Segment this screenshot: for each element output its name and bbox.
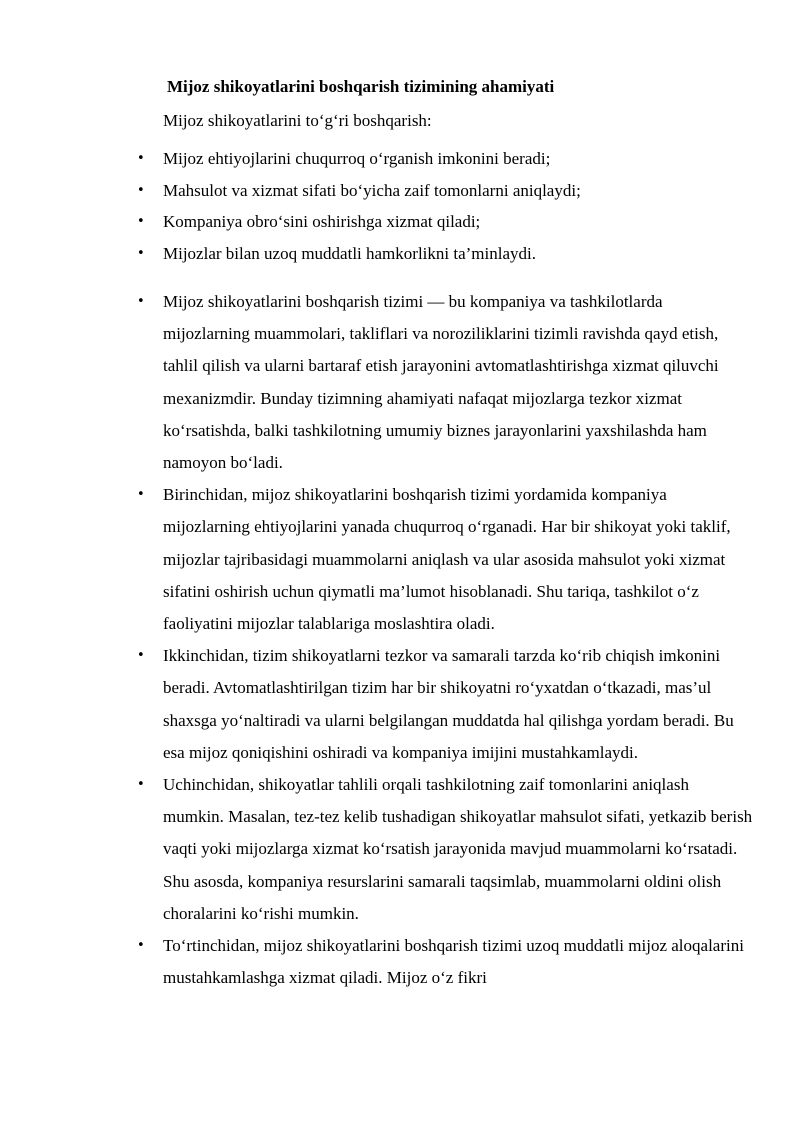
bullet-icon: • xyxy=(137,777,145,793)
bullet-icon: • xyxy=(137,487,145,503)
paragraph-text: Mijoz shikoyatlarini boshqarish tizimi — bu kompaniya va tashkilotlarda mijozlarning muammolari, takliflari va noroziliklarini tizimli ravishda qayd etish, tahlil qilish va ularni bartaraf etish jarayonini avtomatlashtirishga xizmat qiluvchi mexanizmdir. Bunday tizimning ahamiyati nafaqat mijozlarga tezkor xizmat ko‘rsatishda, balki tashkilotning umumiy biznes jarayonlarini yaxshilashda ham namoyon bo‘ladi. xyxy=(163,292,719,473)
list-item xyxy=(0,238,753,270)
list-item xyxy=(0,206,753,238)
paragraph-text: Birinchidan, mijoz shikoyatlarini boshqarish tizimi yordamida kompaniya mijozlarning ehtiyojlarini yanada chuqurroq o‘rganadi. Har bir shikoyat yoki taklif, mijozlar tajribasidagi muammolarni aniqlash va ular asosida mahsulot yoki xizmat sifatini oshirish uchun qiymatli ma’lumot hisoblanadi. Shu tariqa, tashkilot o‘z faoliyatini mijozlar talablariga moslashtira oladi. xyxy=(163,485,731,634)
paragraph-bullet-list xyxy=(0,286,753,994)
summary-bullet-list xyxy=(0,143,753,269)
bullet-icon: • xyxy=(137,182,145,198)
page-title: Mijoz shikoyatlarini boshqarish tizimining ahamiyati xyxy=(167,77,555,96)
list-item xyxy=(0,143,753,175)
list-item-text: Kompaniya obro‘sini oshirishga xizmat qiladi; xyxy=(163,212,481,231)
paragraph-item xyxy=(0,769,753,930)
list-item-text: Mijoz ehtiyojlarini chuqurroq o‘rganish imkonini beradi; xyxy=(163,149,551,168)
bullet-icon: • xyxy=(137,151,145,166)
list-item-text: Mahsulot va xizmat sifati bo‘yicha zaif tomonlarni aniqlaydi; xyxy=(163,180,581,200)
list-item-text: Mijozlar bilan uzoq muddatli hamkorlikni ta’minlaydi. xyxy=(163,243,536,263)
list-item xyxy=(0,175,753,207)
bullet-icon: • xyxy=(137,214,145,229)
paragraph-text: Ikkinchidan, tizim shikoyatlarni tezkor va samarali tarzda ko‘rib chiqish imkonini beradi. Avtomatlashtirilgan tizim har bir shikoyatni ro‘yxatdan o‘tkazadi, mas’ul shaxsga yo‘naltiradi va ularni belgilangan muddatda hal qilishga yordam beradi. Bu esa mijoz qoniqishini oshiradi va kompaniya imijini mustahkamlaydi. xyxy=(163,646,734,762)
paragraph-item xyxy=(0,640,753,769)
paragraph-text: Uchinchidan, shikoyatlar tahlili orqali tashkilotning zaif tomonlarini aniqlash mumkin. Masalan, tez-tez kelib tushadigan shikoyatlar mahsulot sifati, yetkazib berish vaqti yoki mijozlarga xizmat ko‘rsatish jarayonida mavjud muammolarni ko‘rsatadi. Shu asosda, kompaniya resurslarini samarali taqsimlab, muammolarni oldini olish choralarini ko‘rishi mumkin. xyxy=(163,775,753,923)
paragraph-item xyxy=(0,479,753,640)
bullet-icon: • xyxy=(137,938,145,954)
bullet-icon: • xyxy=(137,294,145,309)
intro-text: Mijoz shikoyatlarini to‘g‘ri boshqarish: xyxy=(163,111,432,130)
paragraph-item xyxy=(0,286,753,479)
paragraph-item xyxy=(0,930,753,994)
paragraph-text: To‘rtinchidan, mijoz shikoyatlarini boshqarish tizimi uzoq muddatli mijoz aloqalarini mustahkamlashga xizmat qiladi. Mijoz o‘z fikri xyxy=(163,936,744,988)
bullet-icon: • xyxy=(137,245,145,261)
bullet-icon: • xyxy=(137,648,145,664)
